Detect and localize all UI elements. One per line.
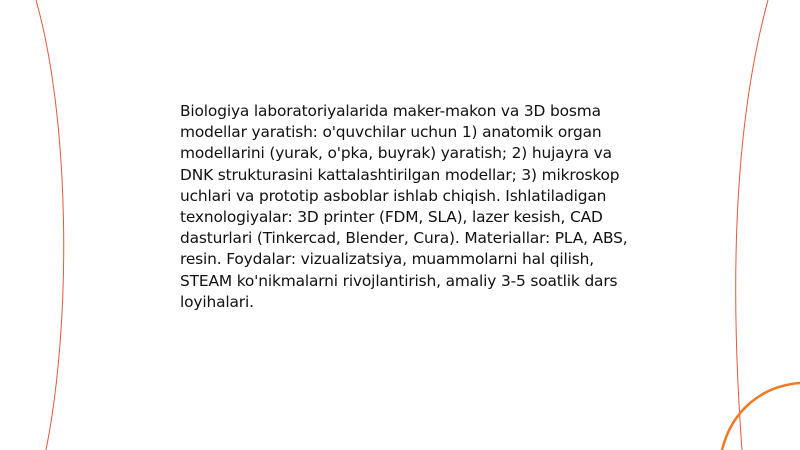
- right-decorative-curve: [736, 0, 768, 450]
- bottom-right-accent-arc: [722, 383, 800, 450]
- slide-body-text: Biologiya laboratoriyalarida maker-makon va 3D bosma modellar yaratish: o'quvchilar uchun 1) anatomik organ modellarini (yurak, o'pka, buyrak) yaratish; 2) hujayra va DNK strukturasini kattalashtirilgan modellar; 3) mikroskop uchlari va prototip asboblar ishlab chiqish. Ishlatiladigan texnologiyalar: 3D printer (FDM, SLA), lazer kesish, CAD dasturlari (Tinkercad, Blender, Cura). Materiallar: PLA, ABS, resin. Foydalar: vizualizatsiya, muammolarni hal qilish, STEAM ko'nikmalarni rivojlantirish, amaliy 3-5 soatlik dars loyihalari.: [180, 102, 628, 311]
- left-decorative-curve: [36, 0, 64, 450]
